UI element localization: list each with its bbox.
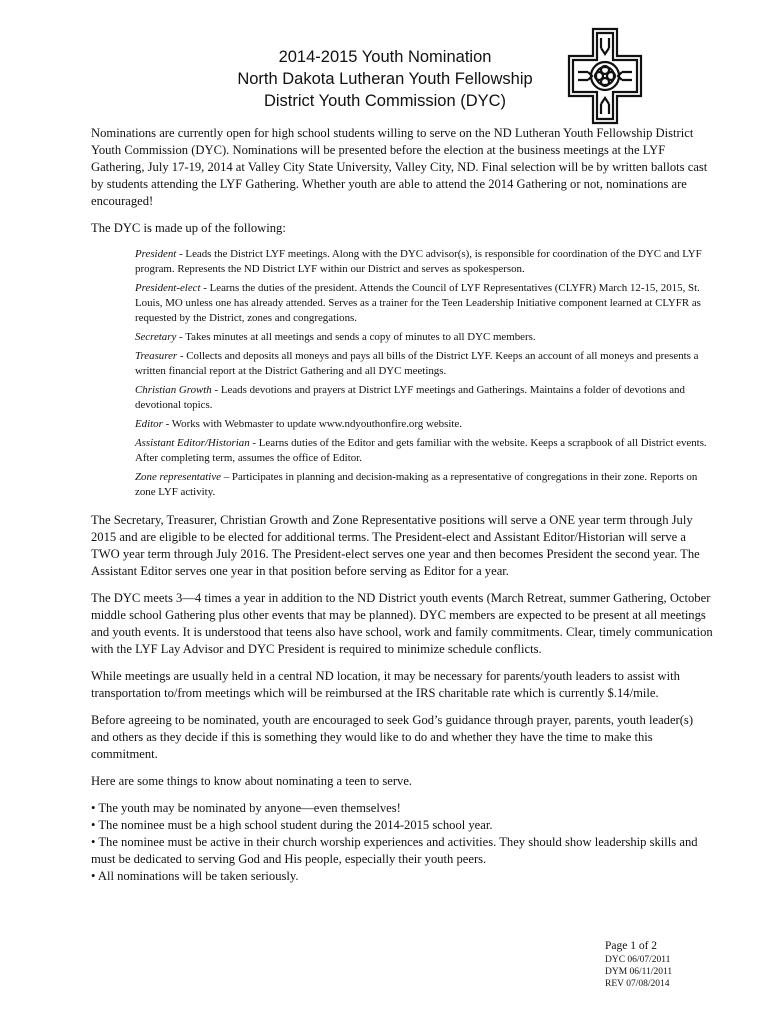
meetings-paragraph: The DYC meets 3—4 times a year in addition to the ND District youth events (March Retreat, summer Gathering, October middle school Gathering plus other events that may be planned). DYC members are expected to be present at all meetings and youth events. It is understood that teens also have school, work and family commitments. Clear, timely communication with the LYF Lay Advisor and DYC President is required to minimize schedule conflicts. [91,591,713,656]
role-item [135,330,713,345]
role-separator: - [176,248,186,260]
dyc-heading: The DYC is made up of the following: [91,221,286,235]
list-item: • The nominee must be active in their church worship experiences and activities. They should show leadership skills and must be dedicated to serving God and His people, especially their youth peers. [91,835,698,866]
role-title: President [135,248,177,260]
role-title: Secretary [135,331,177,343]
document-body [91,125,713,885]
role-description: Learns the duties of the president. Attends the Council of LYF Representatives (CLYFR) March 12-15, 2015, St. Louis, MO unless one has already attended. Serves as a trainer for the Teen Leadership Initiative component learned at CLYFR as requested by the District, zones and congregations. [135,282,701,324]
role-separator: - [211,384,221,396]
role-description: Works with Webmaster to update www.ndyouthonfire.org website. [171,418,462,430]
role-title: Zone representative [135,471,221,483]
role-title: Assistant Editor/Historian [135,437,250,449]
role-description: Leads the District LYF meetings. Along with the DYC advisor(s), is responsible for coordination of the DYC and LYF program. Represents the ND District LYF within our District and serves as spokesperson. [135,248,702,275]
role-list [135,247,713,500]
role-item [135,349,713,379]
role-item [135,417,713,432]
role-description: Learns duties of the Editor and gets familiar with the website. Keeps a scrapbook of all District events. After completing term, assumes the office of Editor. [135,437,707,464]
revision-line: DYC 06/07/2011 [605,955,671,965]
role-description: Leads devotions and prayers at District LYF meetings and Gatherings. Maintains a folder of devotions and devotional topics. [135,384,685,411]
title-line-1: 2014-2015 Youth Nomination [278,48,492,66]
role-item [135,436,713,466]
role-title: Treasurer [135,350,178,362]
role-separator: - [176,331,186,343]
role-title: President-elect [135,282,201,294]
role-separator: - [200,282,210,294]
nominating-heading: Here are some things to know about nominating a teen to serve. [91,774,413,788]
role-separator: – [221,471,232,483]
title-line-3: District Youth Commission (DYC) [263,92,507,110]
intro-paragraph: Nominations are currently open for high school students willing to serve on the ND Lutheran Youth Fellowship District Youth Commission (DYC). Nominations will be presented before the election at the business meetings at the LYF Gathering, July 17-19, 2014 at Valley City State University, Valley City, ND. Final selection will be by written ballots cast by students attending the LYF Gathering. Whether youth are able to attend the 2014 Gathering or not, nominations are encouraged! [91,126,708,208]
list-item: • All nominations will be taken seriously. [91,869,299,883]
role-item [135,281,713,326]
nomination-bullets [91,800,713,885]
list-item: • The youth may be nominated by anyone—even themselves! [91,801,401,815]
revision-line: REV 07/08/2014 [605,979,670,989]
role-item [135,383,713,413]
role-description: Participates in planning and decision-making as a representative of congregations in their zone. Reports on zone LYF activity. [135,471,698,498]
guidance-paragraph: Before agreeing to be nominated, youth are encouraged to seek God’s guidance through prayer, parents, youth leader(s) and others as they decide if this is something they would like to do and whether they have the time to make this commitment. [91,713,694,761]
transportation-paragraph: While meetings are usually held in a central ND location, it may be necessary for parents/youth leaders to assist with transportation to/from meetings which will be reimbursed at the IRS charitable rate which is currently $.14/mile. [91,669,680,700]
role-item [135,247,713,277]
list-item: • The nominee must be a high school student during the 2014-2015 school year. [91,818,493,832]
role-separator: - [249,437,259,449]
cross-logo-icon [566,26,644,126]
role-description: Takes minutes at all meetings and sends a copy of minutes to all DYC members. [185,331,536,343]
role-item [135,470,713,500]
role-description: Collects and deposits all moneys and pays all bills of the District LYF. Keeps an account of all moneys and presents a written financial report at the District Gathering and all DYC meetings. [135,350,699,377]
document-header [200,46,570,112]
role-separator: - [177,350,187,362]
page-number: Page 1 of 2 [605,940,658,952]
terms-paragraph: The Secretary, Treasurer, Christian Growth and Zone Representative positions will serve a ONE year term through July 2015 and are eligible to be elected for additional terms. The President-elect and Assistant Editor/Historian will serve a TWO year term through July 2016. The President-elect serves one year and then becomes President the second year. The Assistant Editor serves one year in that position before serving as Editor for a year. [91,513,700,578]
role-title: Editor [135,418,163,430]
role-title: Christian Growth [135,384,212,396]
role-separator: - [162,418,172,430]
title-line-2: North Dakota Lutheran Youth Fellowship [237,70,533,88]
revision-line: DYM 06/11/2011 [605,967,673,977]
page-footer [605,938,672,990]
